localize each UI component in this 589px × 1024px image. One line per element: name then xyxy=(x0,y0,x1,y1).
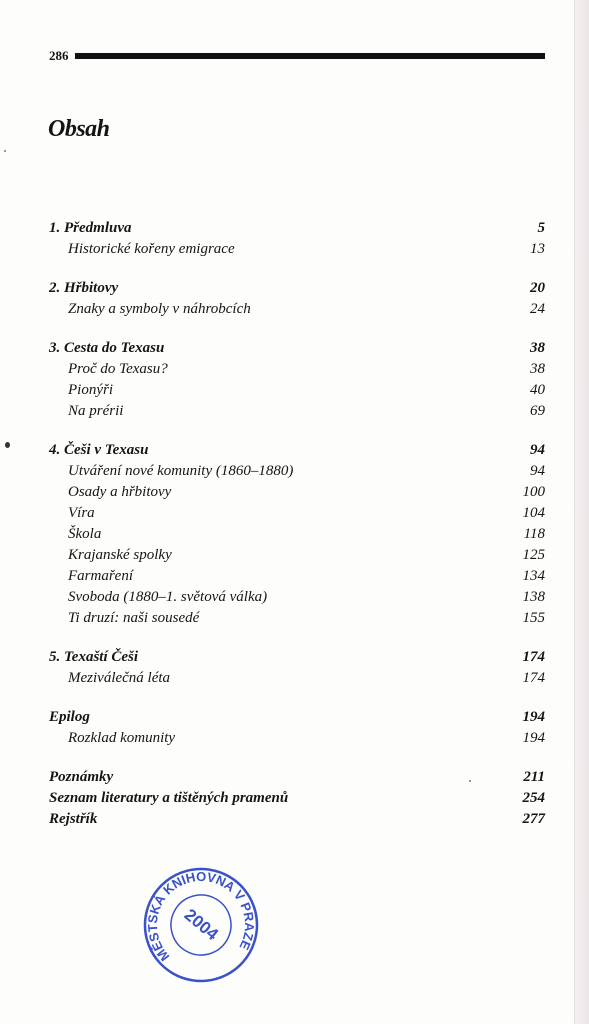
toc-page-number: 118 xyxy=(523,526,545,542)
toc-subsection-title: Na prérii xyxy=(68,403,124,419)
toc-page-number: 94 xyxy=(530,463,545,479)
toc-subsection-title: Krajanské spolky xyxy=(68,547,172,563)
toc-page-number: 40 xyxy=(530,382,545,398)
toc-chapter-title: 3. Cesta do Texasu xyxy=(49,340,165,356)
page-edge xyxy=(574,0,589,1024)
toc-chapter xyxy=(49,218,545,239)
toc-page-number: 277 xyxy=(522,811,545,827)
toc-page-number: 100 xyxy=(522,484,545,500)
toc-subsection-title: Znaky a symboly v náhrobcích xyxy=(68,301,251,317)
library-stamp xyxy=(142,866,260,984)
toc-page-number: 125 xyxy=(522,547,545,563)
scan-speck xyxy=(4,150,6,152)
toc-chapter-title: 1. Předmluva xyxy=(49,220,132,236)
toc-subsection xyxy=(49,239,545,260)
toc-subsection-title: Víra xyxy=(68,505,95,521)
toc-page-number: 174 xyxy=(522,649,545,665)
toc-subsection-title: Farmaření xyxy=(68,568,133,584)
toc-chapter-title: 5. Texaští Češi xyxy=(49,649,139,665)
toc-chapter-title: Epilog xyxy=(49,709,90,725)
toc-chapter xyxy=(49,440,545,461)
toc-section xyxy=(49,647,545,689)
toc-chapter xyxy=(49,647,545,668)
toc-subsection-title: Pionýři xyxy=(68,382,113,398)
toc-chapter-title: Rejstřík xyxy=(49,811,98,827)
toc-subsection xyxy=(49,380,545,401)
toc-page-number: 5 xyxy=(537,220,545,236)
toc-section xyxy=(49,767,545,830)
toc-page-number: 104 xyxy=(522,505,545,521)
toc-subsection xyxy=(49,524,545,545)
toc-subsection xyxy=(49,461,545,482)
toc-chapter-title: Poznámky xyxy=(49,769,114,785)
toc-subsection xyxy=(49,587,545,608)
toc-page-number: 155 xyxy=(522,610,545,626)
page-title: Obsah xyxy=(48,116,110,142)
toc-subsection xyxy=(49,608,545,629)
toc-section xyxy=(49,278,545,320)
toc-section xyxy=(49,707,545,749)
toc-section xyxy=(49,440,545,629)
toc-chapter xyxy=(49,788,545,809)
toc-subsection-title: Svoboda (1880–1. světová válka) xyxy=(68,589,268,605)
scan-speck xyxy=(5,442,10,448)
toc-subsection-title: Ti druzí: naši sousedé xyxy=(68,610,200,626)
toc-subsection-title: Škola xyxy=(68,526,102,542)
toc-page-number: 138 xyxy=(522,589,545,605)
toc-page-number: 211 xyxy=(523,769,545,785)
toc-page-number: 94 xyxy=(530,442,545,458)
toc-subsection xyxy=(49,299,545,320)
toc-subsection-title: Osady a hřbitovy xyxy=(68,484,172,500)
toc-page-number: 13 xyxy=(530,241,545,257)
toc-page-number: 24 xyxy=(530,301,545,317)
toc-chapter xyxy=(49,338,545,359)
toc-chapter xyxy=(49,707,545,728)
toc-chapter xyxy=(49,278,545,299)
toc-subsection xyxy=(49,566,545,587)
toc-page-number: 174 xyxy=(522,670,545,686)
toc-subsection xyxy=(49,545,545,566)
toc-page-number: 38 xyxy=(530,340,545,356)
toc-chapter-title: 4. Češi v Texasu xyxy=(49,442,149,458)
toc-page-number: 194 xyxy=(522,730,545,746)
toc-section xyxy=(49,218,545,260)
toc-chapter xyxy=(49,767,545,788)
toc-subsection-title: Utváření nové komunity (1860–1880) xyxy=(68,463,294,479)
toc-subsection xyxy=(49,482,545,503)
toc-subsection xyxy=(49,728,545,749)
toc-page-number: 20 xyxy=(530,280,545,296)
stamp-ring-text: MĚSTSKÁ KNIHOVNA V PRAZE xyxy=(144,868,258,965)
toc-page-number: 134 xyxy=(522,568,545,584)
toc-page-number: 38 xyxy=(530,361,545,377)
toc-subsection xyxy=(49,503,545,524)
toc-chapter-title: 2. Hřbitovy xyxy=(49,280,119,296)
page-header xyxy=(49,46,545,66)
toc-chapter-title: Seznam literatury a tištěných pramenů xyxy=(49,790,289,806)
toc-subsection xyxy=(49,401,545,422)
toc-page-number: 194 xyxy=(522,709,545,725)
toc-subsection-title: Historické kořeny emigrace xyxy=(68,241,235,257)
toc-subsection-title: Meziválečná léta xyxy=(68,670,171,686)
stamp-group xyxy=(142,866,260,984)
toc-subsection-title: Rozklad komunity xyxy=(68,730,176,746)
stamp-year: 2004 xyxy=(180,905,222,945)
toc-subsection xyxy=(49,359,545,380)
toc-chapter xyxy=(49,809,545,830)
toc-section xyxy=(49,338,545,422)
page-number: 286 xyxy=(49,48,69,63)
table-of-contents xyxy=(49,218,545,848)
toc-subsection-title: Proč do Texasu? xyxy=(68,361,168,377)
header-rule xyxy=(75,53,546,59)
toc-page-number: 69 xyxy=(530,403,545,419)
toc-subsection xyxy=(49,668,545,689)
toc-page-number: 254 xyxy=(522,790,545,806)
scan-speck xyxy=(469,780,471,782)
